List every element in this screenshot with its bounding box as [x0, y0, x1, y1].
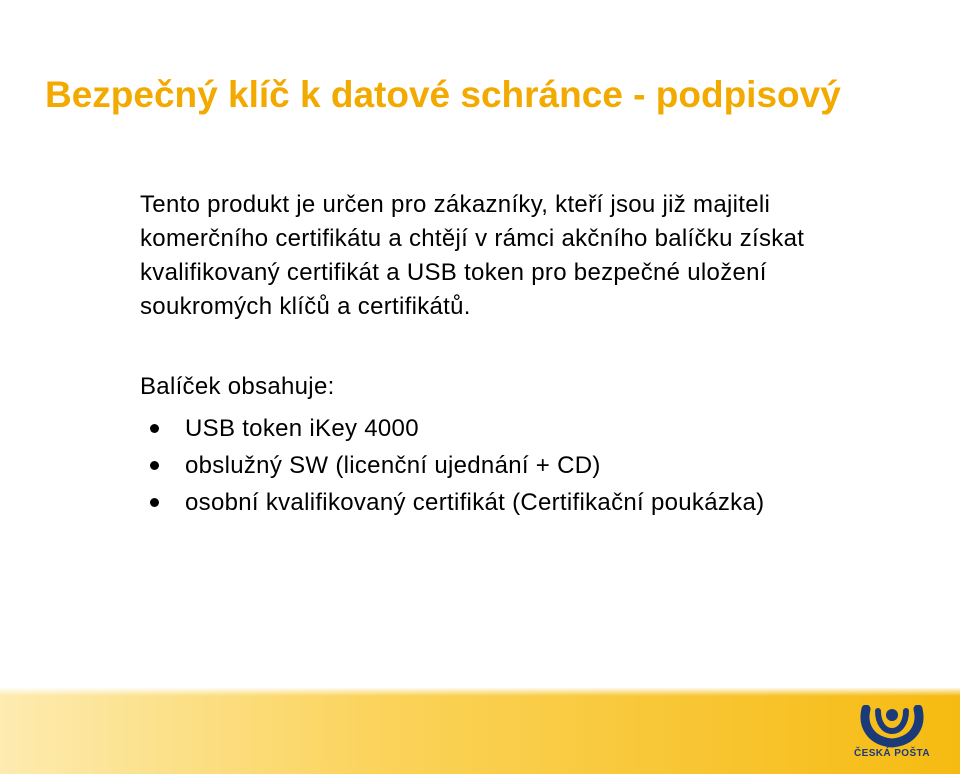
intro-line: komerčního certifikátu a chtějí v rámci akčního balíčku získat	[140, 225, 805, 252]
list-item	[150, 410, 764, 447]
footer-band	[0, 688, 960, 774]
intro-line: Tento produkt je určen pro zákazníky, kteří jsou již majiteli	[140, 191, 771, 218]
intro-line: kvalifikovaný certifikát a USB token pro bezpečné uložení	[140, 259, 767, 286]
contents-list	[150, 410, 764, 521]
logo-text: ČESKÁ POŠTA	[854, 748, 930, 759]
contents-heading: Balíček obsahuje:	[140, 373, 335, 400]
list-item	[150, 447, 764, 484]
bullet-icon	[150, 424, 159, 433]
list-item-text: obslužný SW (licenční ujednání + CD)	[185, 451, 601, 479]
intro-paragraph	[140, 188, 860, 324]
list-item	[150, 484, 764, 521]
list-item-text: USB token iKey 4000	[185, 414, 419, 442]
bullet-icon	[150, 461, 159, 470]
list-item-text: osobní kvalifikovaný certifikát (Certifikační poukázka)	[185, 488, 765, 516]
intro-line: soukromých klíčů a certifikátů.	[140, 293, 471, 320]
bullet-icon	[150, 498, 159, 507]
slide-title: Bezpečný klíč k datové schránce - podpisový	[45, 74, 841, 115]
